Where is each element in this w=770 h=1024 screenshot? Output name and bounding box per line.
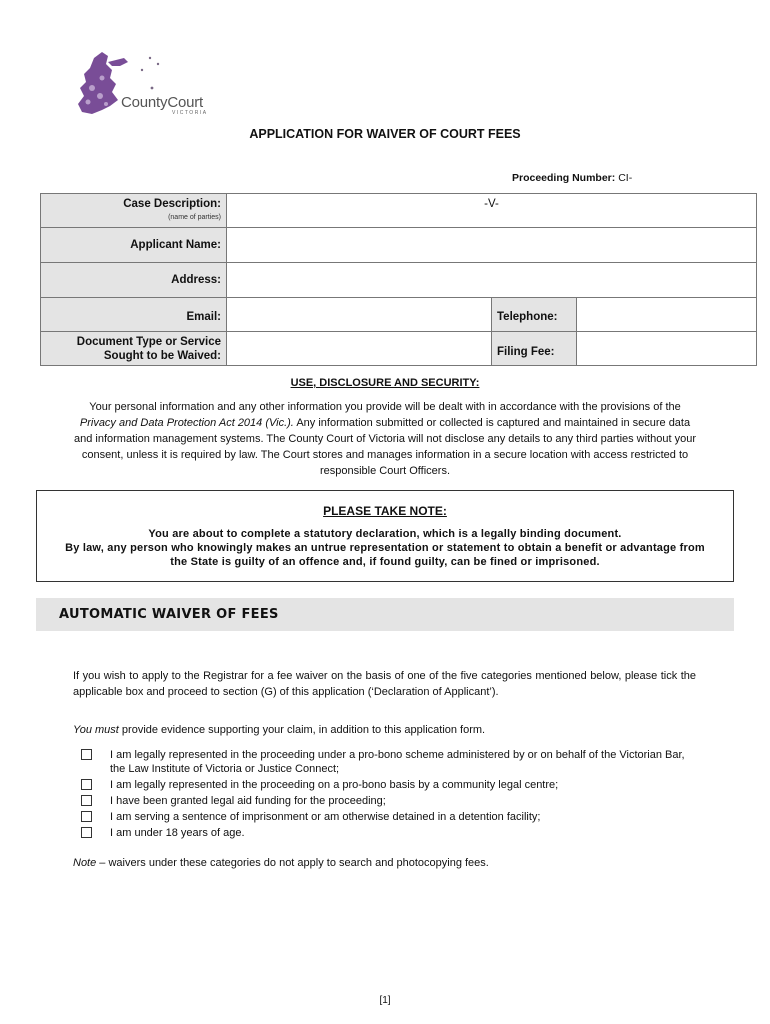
privacy-heading: USE, DISCLOSURE AND SECURITY: bbox=[290, 377, 480, 389]
telephone-field[interactable] bbox=[577, 298, 757, 332]
applicant-name-field[interactable] bbox=[227, 228, 757, 263]
privacy-act-name: Privacy and Data Protection Act 2014 (Vic.). bbox=[79, 417, 294, 429]
waiver-note: Note – waivers under these categories do not apply to search and photocopying fees. bbox=[73, 857, 489, 869]
logo-text: CountyCourt bbox=[121, 94, 204, 111]
email-label: Email: bbox=[41, 298, 227, 332]
waiver-option: I am under 18 years of age. bbox=[81, 826, 701, 840]
waiver-option: I am legally represented in the proceeding under a pro-bono scheme administered by or on behalf of the Victorian Bar, the Law Institute of Victoria or Justice Connect; bbox=[81, 748, 701, 776]
waiver-checkbox[interactable] bbox=[81, 811, 92, 822]
document-title: APPLICATION FOR WAIVER OF COURT FEES bbox=[249, 127, 521, 141]
filing-fee-field[interactable] bbox=[577, 332, 757, 366]
page-number: [1] bbox=[379, 995, 391, 1006]
logo-subtext: VICTORIA bbox=[172, 110, 208, 116]
waiver-option: I am legally represented in the proceeding on a pro-bono basis by a community legal centre; bbox=[81, 778, 701, 792]
privacy-paragraph: Your personal information and any other information you provide will be dealt with in accordance with the provisions of the Privacy and Data Protection Act 2014 (Vic.). Any information submitted or collected is captured and maintained in secure data and information management systems. The County Court of Victoria will not disclose any details to any third parties without your consent, unless it is required by law. The Court stores and manages information in a secure location with access restricted to responsible Court Officers. bbox=[73, 401, 696, 477]
case-description-sublabel: (name of parties) bbox=[168, 214, 221, 221]
applicant-name-label: Applicant Name: bbox=[41, 228, 227, 263]
waiver-checkbox[interactable] bbox=[81, 749, 92, 760]
waiver-option: I have been granted legal aid funding for the proceeding; bbox=[81, 794, 701, 808]
proceeding-number-label: Proceeding Number: bbox=[512, 172, 616, 184]
evidence-note: You must provide evidence supporting your claim, in addition to this application form. bbox=[73, 724, 486, 736]
case-description-label: Case Description: (name of parties) bbox=[41, 194, 227, 228]
proceeding-number bbox=[512, 172, 632, 184]
document-type-field[interactable] bbox=[227, 332, 492, 366]
document-type-label: Document Type or Service Sought to be Waived: bbox=[41, 332, 227, 366]
section-intro: If you wish to apply to the Registrar for a fee waiver on the basis of one of the five categories mentioned below, please tick the applicable box and proceed to section (G) of this application (‘Declaration of Applicant’). bbox=[73, 670, 696, 698]
telephone-label: Telephone: bbox=[492, 298, 577, 332]
take-note-heading: PLEASE TAKE NOTE: bbox=[323, 504, 447, 518]
proceeding-number-value: CI- bbox=[618, 172, 633, 184]
applicant-details-table bbox=[40, 193, 757, 366]
waiver-checkbox[interactable] bbox=[81, 827, 92, 838]
waiver-options-list bbox=[81, 748, 701, 842]
waiver-checkbox[interactable] bbox=[81, 779, 92, 790]
waiver-checkbox[interactable] bbox=[81, 795, 92, 806]
take-note-box bbox=[36, 490, 734, 582]
address-label: Address: bbox=[41, 263, 227, 298]
address-field[interactable] bbox=[227, 263, 757, 298]
filing-fee-label: Filing Fee: bbox=[492, 332, 577, 366]
waiver-option: I am serving a sentence of imprisonment or am otherwise detained in a detention facility; bbox=[81, 810, 701, 824]
case-description-field[interactable]: -V- bbox=[227, 194, 757, 228]
section-title: AUTOMATIC WAIVER OF FEES bbox=[59, 607, 279, 622]
email-field[interactable] bbox=[227, 298, 492, 332]
take-note-body: You are about to complete a statutory declaration, which is a legally binding document. By law, any person who knowingly makes an untrue representation or statement to obtain a benefit or advantage from the State is guilty of an offence and, if found guilty, can be fined or imprisoned. bbox=[65, 528, 705, 568]
